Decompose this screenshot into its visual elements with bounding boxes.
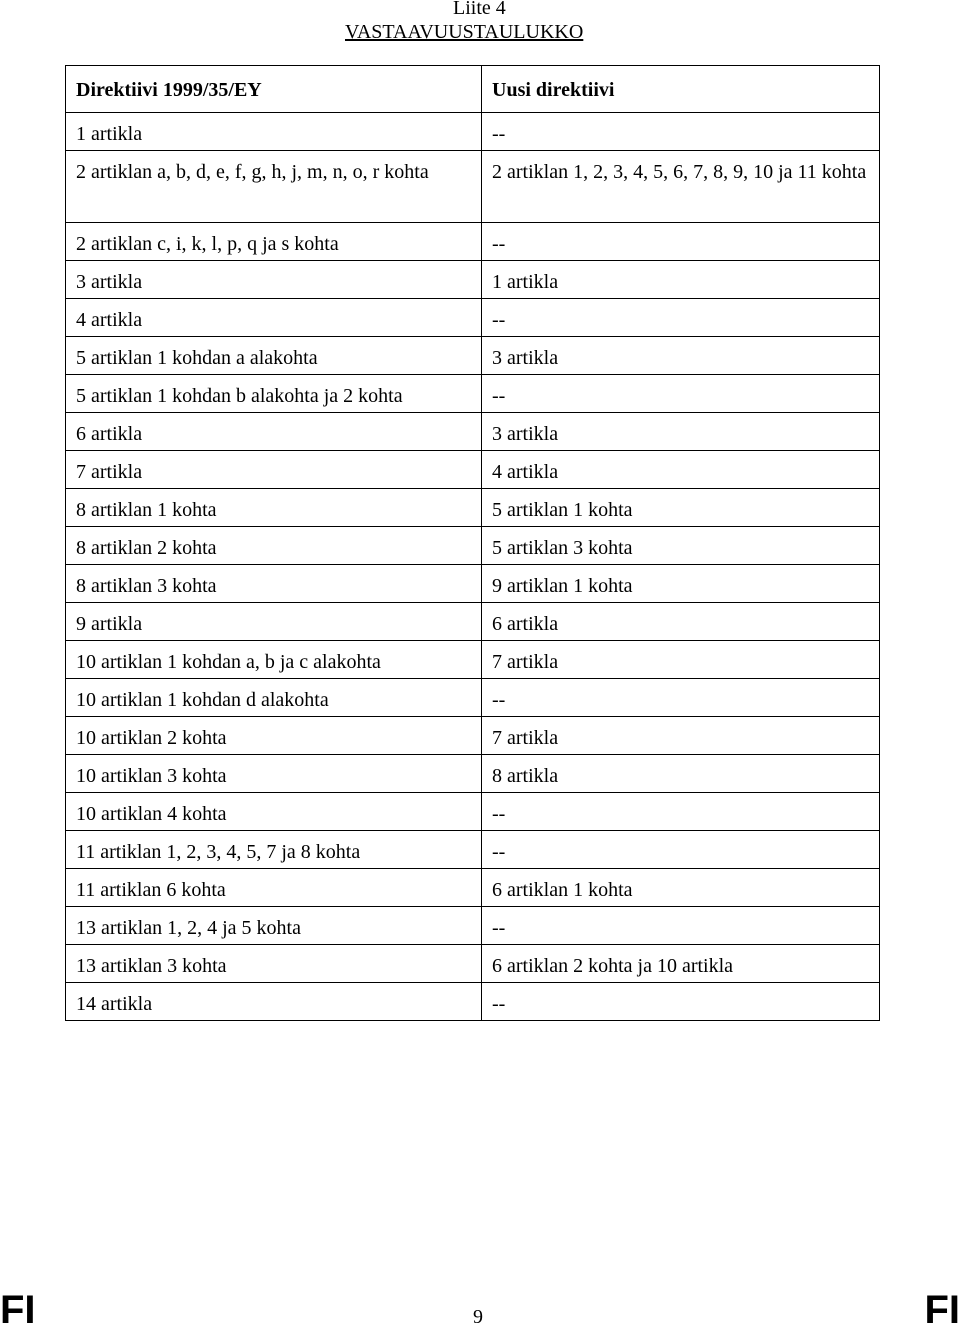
new-provision-cell: 8 artikla	[482, 755, 880, 793]
new-provision-cell: 6 artiklan 1 kohta	[482, 869, 880, 907]
table-row	[66, 337, 880, 375]
table-row	[66, 945, 880, 983]
document-title: VASTAAVUUSTAULUKKO	[345, 21, 584, 43]
header-old-directive: Direktiivi 1999/35/EY	[66, 66, 482, 113]
old-provision-cell: 8 artiklan 3 kohta	[66, 565, 482, 603]
old-provision-cell: 5 artiklan 1 kohdan b alakohta ja 2 kohta	[66, 375, 482, 413]
table-row	[66, 451, 880, 489]
page-number: 9	[473, 1306, 483, 1328]
new-provision-cell: 1 artikla	[482, 261, 880, 299]
table-row	[66, 603, 880, 641]
new-provision-cell: 7 artikla	[482, 641, 880, 679]
table-row	[66, 489, 880, 527]
old-provision-cell: 8 artiklan 2 kohta	[66, 527, 482, 565]
new-provision-cell: 3 artikla	[482, 337, 880, 375]
old-provision-cell: 2 artiklan c, i, k, l, p, q ja s kohta	[66, 223, 482, 261]
footer-language-code-right: FI	[924, 1288, 960, 1332]
new-provision-cell: 6 artikla	[482, 603, 880, 641]
footer-language-code-left: FI	[0, 1288, 36, 1332]
new-provision-cell: 9 artiklan 1 kohta	[482, 565, 880, 603]
new-provision-cell: 2 artiklan 1, 2, 3, 4, 5, 6, 7, 8, 9, 10 ja 11 kohta	[482, 151, 880, 223]
old-provision-cell: 13 artiklan 1, 2, 4 ja 5 kohta	[66, 907, 482, 945]
new-provision-cell: --	[482, 299, 880, 337]
old-provision-cell: 10 artiklan 1 kohdan a, b ja c alakohta	[66, 641, 482, 679]
old-provision-cell: 14 artikla	[66, 983, 482, 1021]
table-header-row	[66, 66, 880, 113]
new-provision-cell: 6 artiklan 2 kohta ja 10 artikla	[482, 945, 880, 983]
old-provision-cell: 3 artikla	[66, 261, 482, 299]
old-provision-cell: 10 artiklan 2 kohta	[66, 717, 482, 755]
old-provision-cell: 7 artikla	[66, 451, 482, 489]
new-provision-cell: --	[482, 983, 880, 1021]
new-provision-cell: --	[482, 793, 880, 831]
table-row	[66, 641, 880, 679]
old-provision-cell: 11 artiklan 1, 2, 3, 4, 5, 7 ja 8 kohta	[66, 831, 482, 869]
new-provision-cell: --	[482, 113, 880, 151]
table-row	[66, 261, 880, 299]
correlation-table	[65, 65, 880, 1021]
new-provision-cell: 4 artikla	[482, 451, 880, 489]
table-row	[66, 717, 880, 755]
new-provision-cell: --	[482, 831, 880, 869]
table-row	[66, 907, 880, 945]
table-row	[66, 113, 880, 151]
table-row	[66, 869, 880, 907]
table-row	[66, 223, 880, 261]
table-row	[66, 755, 880, 793]
new-provision-cell: 7 artikla	[482, 717, 880, 755]
old-provision-cell: 10 artiklan 1 kohdan d alakohta	[66, 679, 482, 717]
table-row	[66, 151, 880, 223]
header-new-directive: Uusi direktiivi	[482, 66, 880, 113]
new-provision-cell: 3 artikla	[482, 413, 880, 451]
new-provision-cell: 5 artiklan 3 kohta	[482, 527, 880, 565]
old-provision-cell: 2 artiklan a, b, d, e, f, g, h, j, m, n, o, r kohta	[66, 151, 482, 223]
new-provision-cell: --	[482, 375, 880, 413]
new-provision-cell: --	[482, 679, 880, 717]
old-provision-cell: 8 artiklan 1 kohta	[66, 489, 482, 527]
new-provision-cell: --	[482, 223, 880, 261]
new-provision-cell: --	[482, 907, 880, 945]
old-provision-cell: 10 artiklan 3 kohta	[66, 755, 482, 793]
old-provision-cell: 5 artiklan 1 kohdan a alakohta	[66, 337, 482, 375]
old-provision-cell: 6 artikla	[66, 413, 482, 451]
table-row	[66, 413, 880, 451]
old-provision-cell: 13 artiklan 3 kohta	[66, 945, 482, 983]
table-row	[66, 679, 880, 717]
new-provision-cell: 5 artiklan 1 kohta	[482, 489, 880, 527]
old-provision-cell: 9 artikla	[66, 603, 482, 641]
table-row	[66, 793, 880, 831]
old-provision-cell: 11 artiklan 6 kohta	[66, 869, 482, 907]
table-row	[66, 831, 880, 869]
old-provision-cell: 4 artikla	[66, 299, 482, 337]
table-row	[66, 565, 880, 603]
table-row	[66, 375, 880, 413]
table-row	[66, 983, 880, 1021]
annex-label: Liite 4	[453, 0, 506, 19]
old-provision-cell: 10 artiklan 4 kohta	[66, 793, 482, 831]
old-provision-cell: 1 artikla	[66, 113, 482, 151]
table-row	[66, 299, 880, 337]
table-row	[66, 527, 880, 565]
